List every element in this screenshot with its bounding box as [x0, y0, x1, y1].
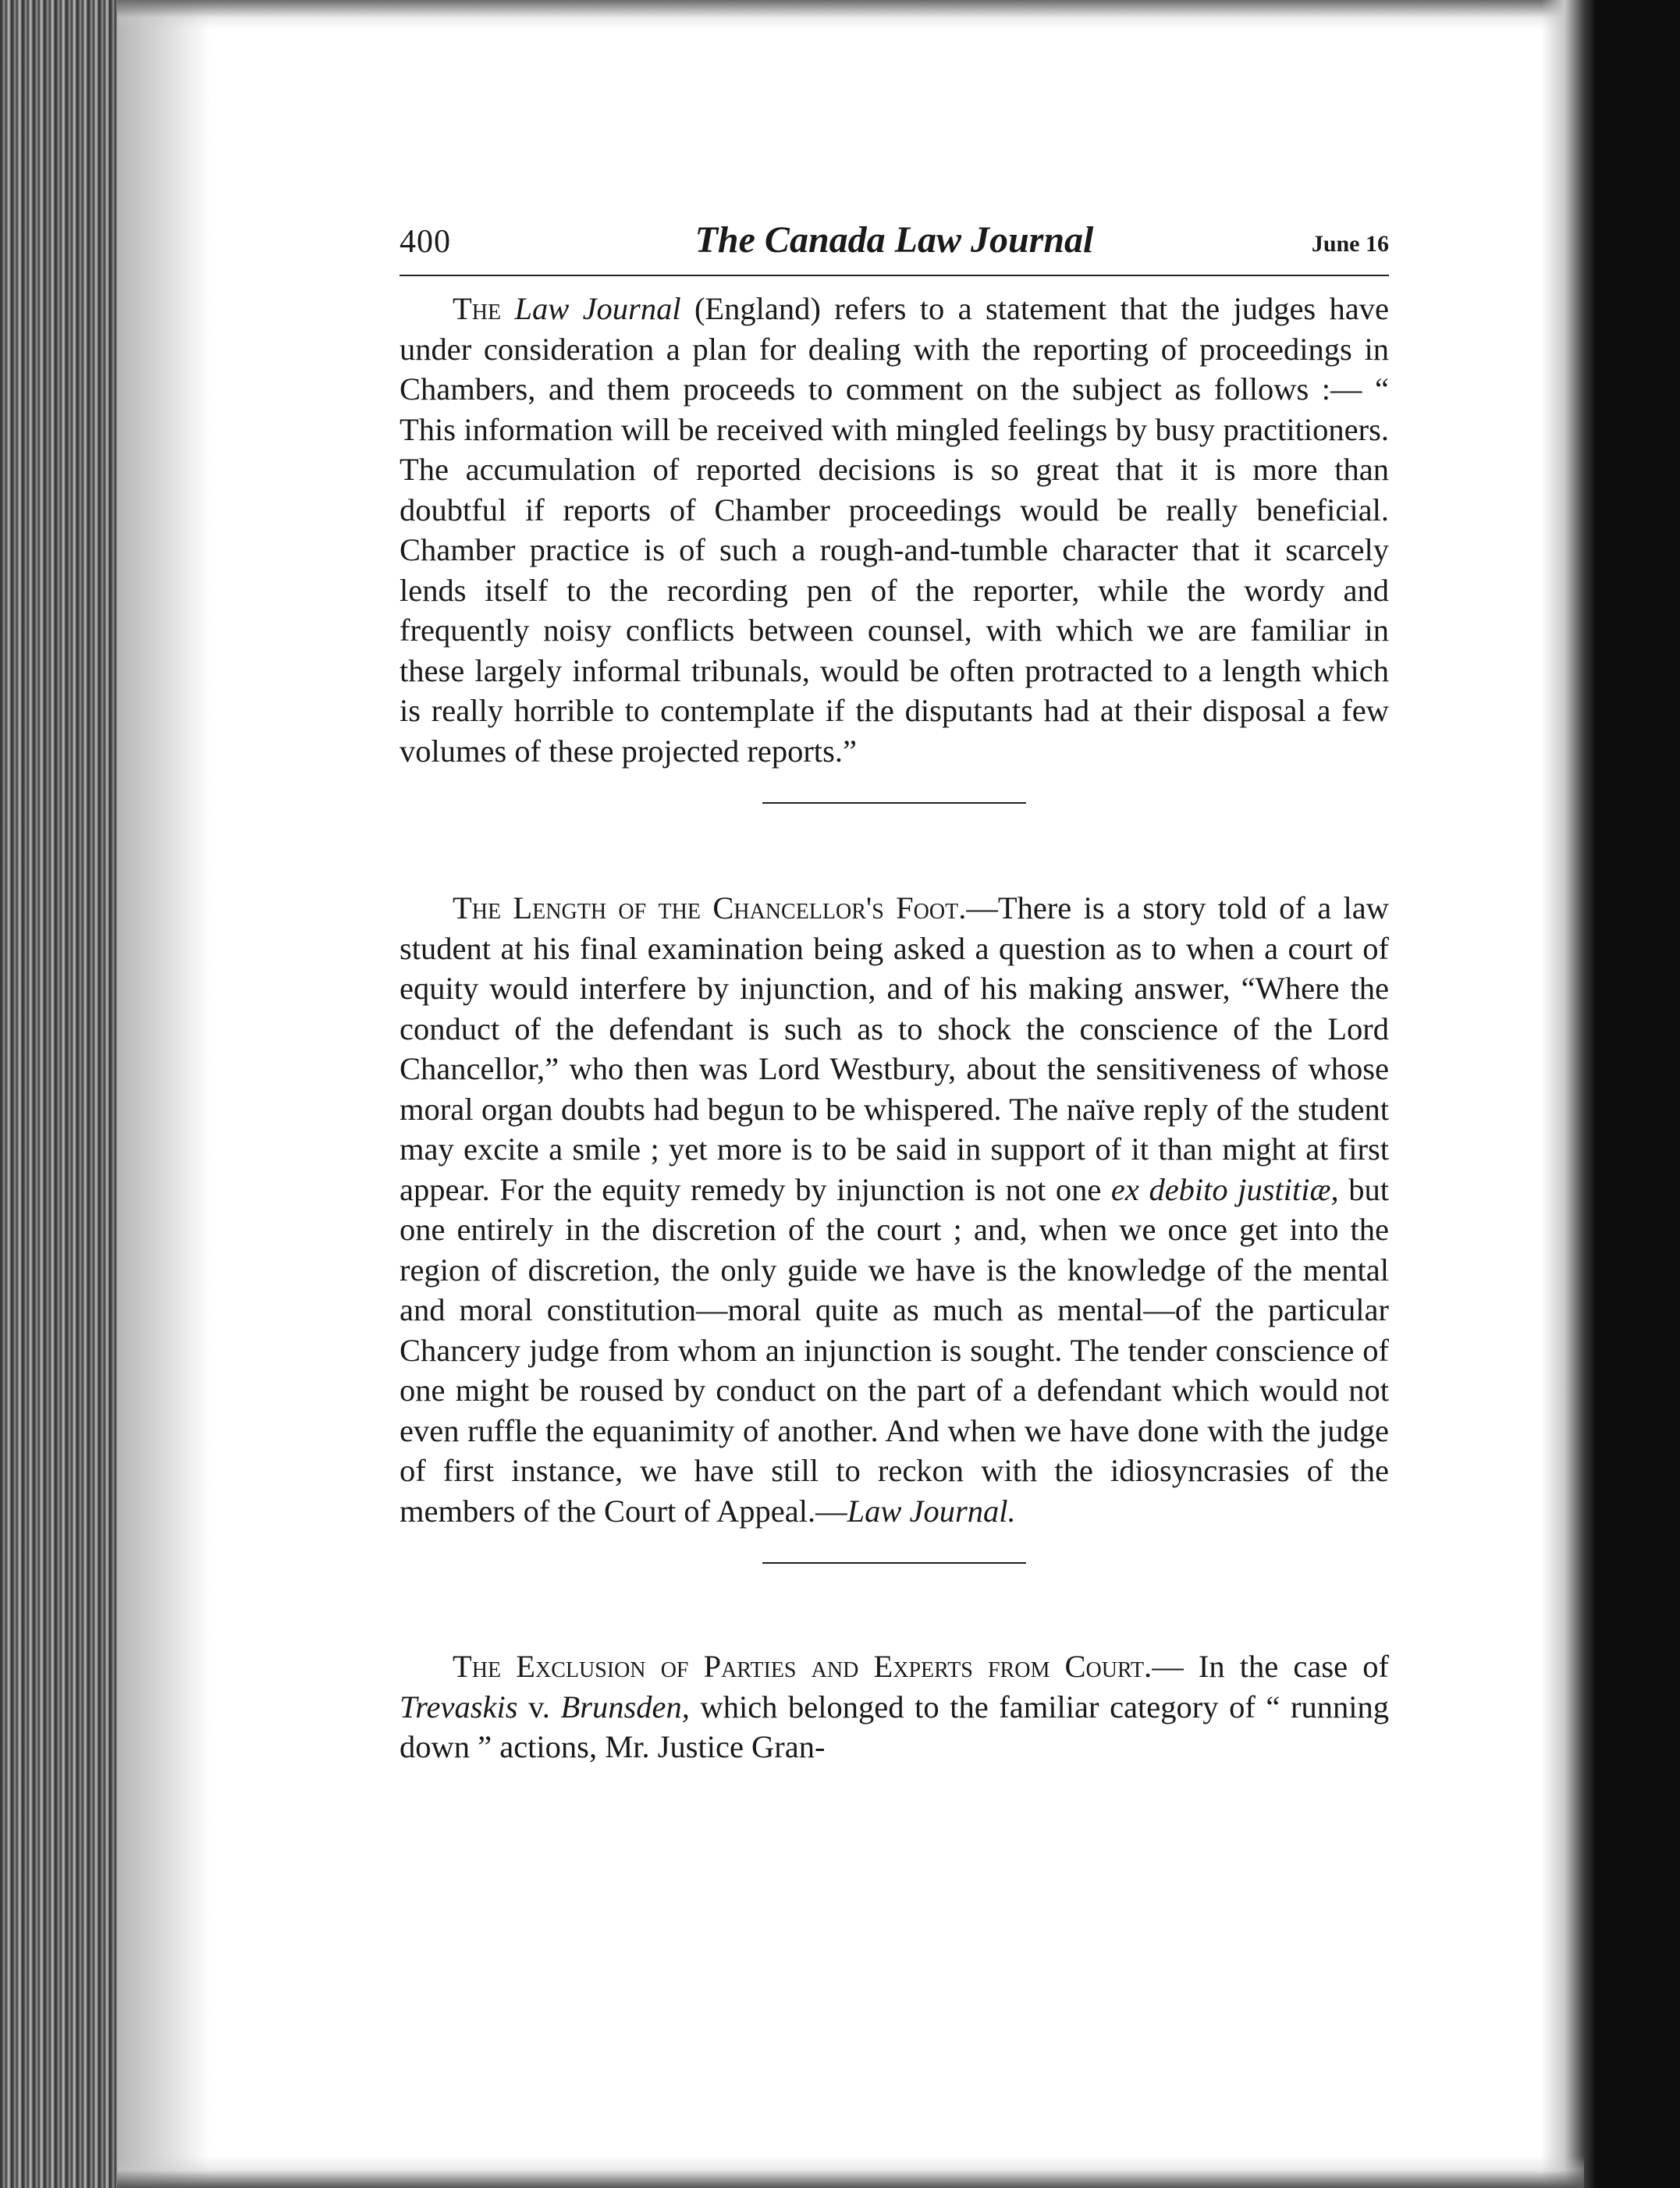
- article-heading: The Length of the Chancellor's Foot.: [453, 890, 967, 925]
- page-header: [400, 218, 1389, 276]
- article-exclusion-of-parties: [400, 1646, 1389, 1767]
- running-title: The Canada Law Journal: [694, 219, 1094, 261]
- scan-edge-bottom: [117, 2155, 1584, 2188]
- page-number: 400: [400, 224, 451, 260]
- scan-shadow-left: [117, 0, 211, 2188]
- article-body-continued: which belonged to the familiar category of “ running down ” actions, Mr. Justice Gran-: [400, 1689, 1390, 1764]
- scan-edge-top: [117, 0, 1584, 30]
- article-law-journal-chambers: [400, 289, 1389, 771]
- issue-date: June 16: [1311, 231, 1389, 257]
- article-heading: The Exclusion of Parties and Experts from Court.: [453, 1649, 1153, 1684]
- section-divider: [762, 1562, 1026, 1564]
- case-party-plaintiff: Trevaskis: [400, 1689, 518, 1724]
- journal-page: [400, 218, 1389, 1767]
- article-body: —There is a story told of a law student at his final examination being asked a question as to when a court of equity would interfere by injunction, and of his making answer, “Where the conduct of the defendant is such as to shock the conscience of the Lord Chancellor,” who then was Lord Westbury, about the sensitiveness of whose moral organ doubts had begun to be whispered. The naïve reply of the student may excite a smile ; yet more is to be said in support of it than might at first appear. For the equity remedy by injunction is not one: [400, 890, 1390, 1207]
- scan-edge-left: [0, 0, 117, 2188]
- heading-dash: —: [1152, 1649, 1184, 1684]
- source-title: Law Journal: [514, 291, 681, 326]
- latin-phrase: ex debito justitiæ,: [1110, 1171, 1339, 1207]
- source-citation: Law Journal.: [847, 1493, 1016, 1529]
- article-body-continued: but one entirely in the discretion of the court ; and, when we once get into the region of discretion, the only guide we have is the knowledge of the mental and moral constitution—moral quite as much as mental—of the particular Chancery judge from whom an injunction is sought. The tender conscience of one might be roused by conduct on the part of a defendant which would not even ruffle the equanimity of another. And when we have done with the judge of first instance, we have still to reckon with the idiosyncrasies of the members of the Court of Appeal.—: [400, 1171, 1390, 1529]
- section-divider: [762, 802, 1026, 804]
- article-chancellors-foot: [400, 888, 1389, 1531]
- article-lead-word: The: [453, 291, 502, 326]
- scan-edge-right: [1541, 0, 1680, 2188]
- article-body: (England) refers to a statement that the judges have under consideration a plan for dealing with the reporting of proceedings in Chambers, and them proceeds to comment on the subject as follows :— “ This information will be received with mingled feelings by busy practitioners. The accumulation of reported decisions is so great that it is more than doubtful if reports of Chamber proceedings would be really beneficial. Chamber practice is of such a rough-and-tumble character that it scarcely lends itself to the recording pen of the reporter, while the wordy and frequently noisy conflicts between counsel, with which we are familiar in these largely informal tribunals, would be often protracted to a length which is really horrible to contemplate if the disputants had at their disposal a few volumes of these projected reports.”: [400, 291, 1389, 769]
- case-party-defendant: Brunsden,: [560, 1689, 690, 1724]
- case-versus: v.: [528, 1689, 550, 1724]
- article-body: In the case of: [1198, 1649, 1390, 1684]
